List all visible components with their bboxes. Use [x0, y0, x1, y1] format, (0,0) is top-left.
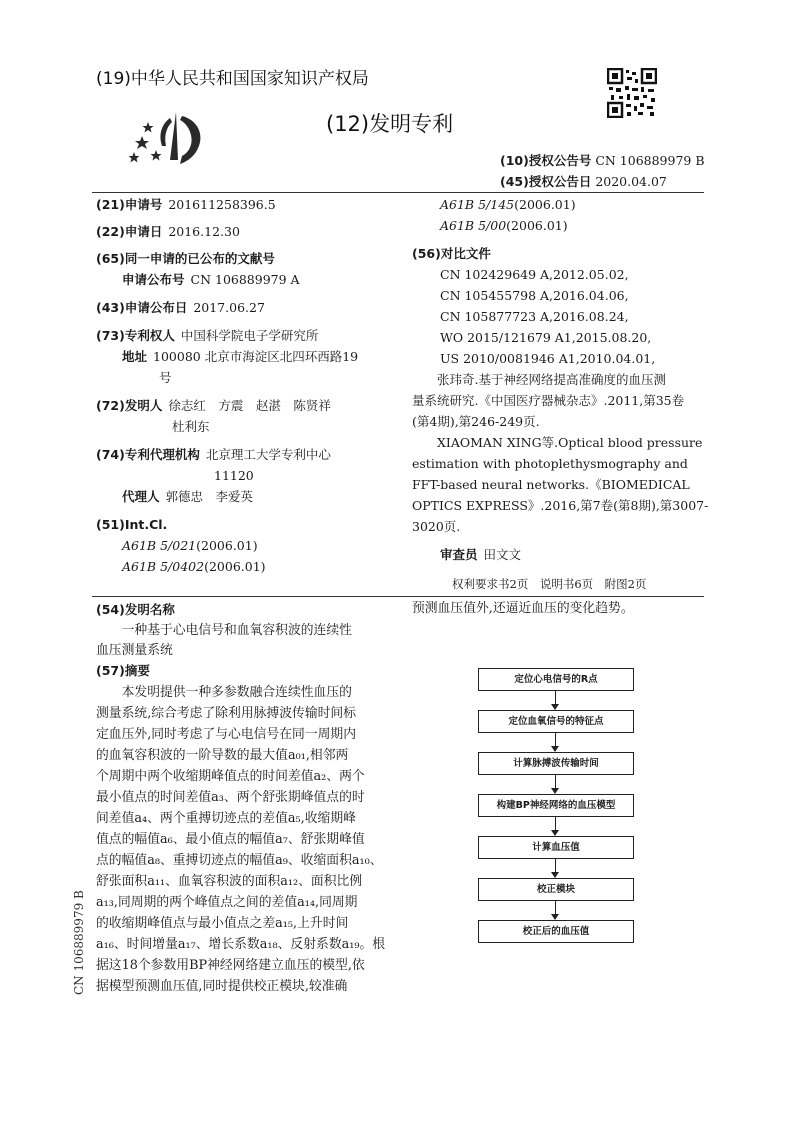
- flow-step: 计算血压值: [478, 836, 634, 859]
- examiner: 审查员 田文文: [440, 547, 522, 562]
- page-counts: 权利要求书2页 说明书6页 附图2页: [452, 577, 647, 591]
- grant-info: [500, 150, 705, 192]
- flow-step: 定位心电信号的R点: [478, 668, 634, 691]
- cited-ref-line: 张玮奇.基于神经网络提高准确度的血压测: [412, 372, 666, 387]
- header-divider: [92, 192, 704, 193]
- grant-number-label: (10)授权公告号: [500, 153, 592, 168]
- ipc-entry: A61B 5/00(2006.01): [440, 218, 568, 233]
- side-publication-number: CN 106889979 B: [72, 890, 86, 995]
- inventors-cont: 杜利东: [172, 419, 210, 434]
- section-divider: [92, 596, 704, 597]
- prior-publication: (65)同一申请的已公布的文献号: [96, 251, 275, 266]
- cited-doc: CN 105455798 A,2016.04.06,: [440, 288, 629, 303]
- grant-date-label: (45)授权公告日: [500, 174, 592, 189]
- cited-ref-line: 3020页.: [412, 519, 461, 534]
- invention-title-cont: 血压测量系统: [96, 643, 173, 658]
- invention-title: 一种基于心电信号和血氧容积波的连续性: [96, 623, 352, 638]
- cited-doc: CN 102429649 A,2012.05.02,: [440, 267, 629, 282]
- ipc-entry: A61B 5/145(2006.01): [440, 197, 576, 212]
- ipc-label: (51)Int.Cl.: [96, 517, 168, 532]
- cited-ref-line: (第4期),第246-249页.: [412, 414, 540, 429]
- document-type: (12)发明专利: [326, 112, 454, 136]
- patent-owner: (73)专利权人 中国科学院电子学研究所: [96, 328, 319, 343]
- abstract-label: (57)摘要: [96, 663, 150, 678]
- grant-number: CN 106889979 B: [595, 153, 705, 168]
- cited-ref-line: OPTICS EXPRESS》.2016,第7卷(第8期),第3007-: [412, 498, 709, 513]
- qr-code: [607, 68, 657, 118]
- application-date: (22)申请日 2016.12.30: [96, 224, 240, 239]
- owner-address: 地址 100080 北京市海淀区北四环西路19: [122, 349, 359, 364]
- publication-number: 申请公布号 CN 106889979 A: [122, 272, 300, 287]
- abstract-text: 本发明提供一种多参数融合连续性血压的 测量系统,综合考虑了除利用脉搏波传输时间标 定血压外,同时考虑了与心电信号在同一周期内 的血氧容积波的一阶导数的最大值a₀₁,相邻两 个周期中两个收缩期峰值点的时间差值a₂、两个 最小值点的时间差值a₃、两个舒张期峰值点的时 间差值a₄、两个重搏切迹点的差值a₅,收缩期峰 值点的幅值a₆、最小值点的幅值a₇、舒张期峰值 点的幅值a₈、重搏切迹点的幅值a₉、收缩面积a₁₀、 舒张面积a₁₁、血氧容积波的面积a₁₂、面积比例 a₁₃,同周期的两个峰值点之间的差值a₁₄,同周期 的收缩期峰值点与最小值点之差a₁₅,上升时间 a₁₆、时间增量a₁₇、增长系数a₁₈、反射系数a₁₉。根 据这18个参数用BP神经网络建立血压的模型,依 据模型预测血压值,同时提供校正模块,较准确: [96, 685, 386, 994]
- patent-agents: 代理人 郭德忠 李爱英: [122, 489, 254, 504]
- grant-date: 2020.04.07: [595, 174, 667, 189]
- patent-agency: (74)专利代理机构 北京理工大学专利中心: [96, 447, 331, 462]
- agency-code: 11120: [214, 468, 254, 483]
- cited-ref-line: FFT-based neural networks.《BIOMEDICAL: [412, 477, 690, 492]
- cited-doc: WO 2015/121679 A1,2015.08.20,: [440, 330, 652, 345]
- ipc-entry: A61B 5/021(2006.01): [122, 538, 258, 553]
- title-label: (54)发明名称: [96, 602, 175, 617]
- flow-step: 计算脉搏波传输时间: [478, 752, 634, 775]
- owner-address-cont: 号: [159, 370, 172, 385]
- flow-step: 定位血氧信号的特征点: [478, 710, 634, 733]
- cnipa-logo: [126, 106, 208, 168]
- ipc-entry: A61B 5/0402(2006.01): [122, 559, 266, 574]
- application-number: (21)申请号 201611258396.5: [96, 197, 276, 212]
- cited-doc: CN 105877723 A,2016.08.24,: [440, 309, 629, 324]
- flow-step: 校正后的血压值: [478, 920, 634, 943]
- cited-ref-line: 量系统研究.《中国医疗器械杂志》.2011,第35卷: [412, 393, 685, 408]
- inventors: (72)发明人 徐志红 方震 赵湛 陈贤祥: [96, 398, 331, 413]
- cited-ref-line: estimation with photoplethysmography and: [412, 456, 688, 471]
- publication-date: (43)申请公布日 2017.06.27: [96, 300, 265, 315]
- cited-docs-label: (56)对比文件: [412, 246, 491, 261]
- abstract-continuation: 预测血压值外,还逼近血压的变化趋势。: [412, 601, 634, 616]
- cited-doc: US 2010/0081946 A1,2010.04.01,: [440, 351, 656, 366]
- office-name: (19)中华人民共和国国家知识产权局: [96, 69, 369, 89]
- flow-step: 校正模块: [478, 878, 634, 901]
- flow-step: 构建BP神经网络的血压模型: [478, 794, 634, 817]
- cited-ref-line: XIAOMAN XING等.Optical blood pressure: [412, 435, 703, 450]
